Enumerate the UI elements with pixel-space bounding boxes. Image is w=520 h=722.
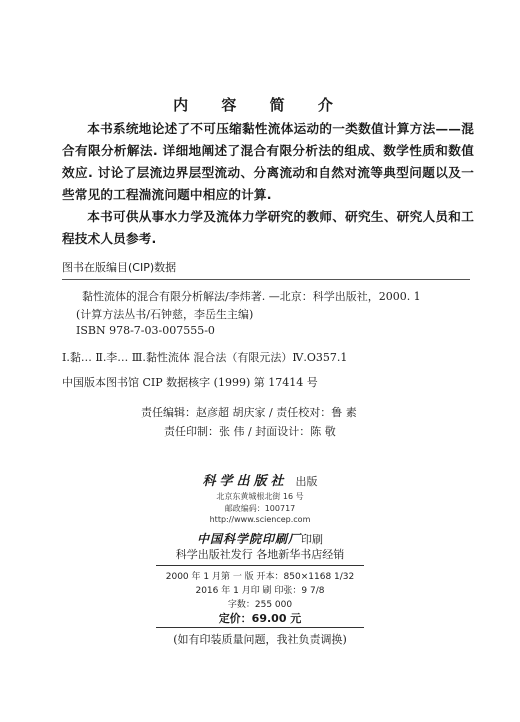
publisher-website: http://www.sciencep.com: [209, 515, 311, 524]
cip-series-line: (计算方法丛书/石钟慈，李岳生主编): [76, 308, 254, 321]
summary-paragraph-1: 本书系统地论述了不可压缩黏性流体运动的一类数值计算方法——混合有限分析解法. 详细地阐述了混合有限分析法的组成、数学性质和数值效应. 讨论了层流边界层型流动、分离流动和自然对流等典型问题以及一些常见的工程湍流问题中相应的计算.: [62, 121, 474, 202]
summary-body: [62, 118, 474, 250]
publisher-suffix: 出版: [295, 475, 318, 488]
publisher-address: 北京东黄城根北街 16 号: [216, 492, 304, 501]
spec-rule-top: [156, 565, 364, 566]
publisher-postcode: 邮政编码：100717: [224, 504, 296, 513]
cip-heading: 图书在版编目(CIP)数据: [62, 261, 177, 274]
cip-divider: [62, 279, 470, 280]
cip-record-number: 中国版本图书馆 CIP 数据核字 (1999) 第 17414 号: [62, 376, 318, 389]
production-credits: 责任印制：张 伟 / 封面设计：陈 敬: [164, 425, 336, 438]
printer-block: [0, 528, 520, 547]
distribution-line: 科学出版社发行 各地新华书店经销: [175, 548, 345, 561]
printer-suffix: 印刷: [301, 533, 323, 546]
cip-classification-line: Ⅰ.黏… Ⅱ.李… Ⅲ.黏性流体 混合法（有限元法）Ⅳ.O357.1: [62, 351, 348, 364]
summary-paragraph-2: 本书可供从事水力学及流体力学研究的教师、研究生、研究人员和工程技术人员参考.: [62, 209, 474, 246]
cip-isbn-line: ISBN 978-7-03-007555-0: [76, 324, 215, 337]
publisher-block: [0, 470, 520, 489]
cip-title-line: 黏性流体的混合有限分析解法/李炜著. —北京：科学出版社，2000. 1: [82, 290, 421, 303]
editor-credits: 责任编辑：赵彦超 胡庆家 / 责任校对：鲁 素: [141, 406, 357, 419]
word-count: 字数：255 000: [227, 600, 293, 610]
spec-rule-bottom: [156, 627, 364, 628]
publisher-logo: 科学出版社: [202, 474, 288, 489]
printing-line: 2016 年 1 月印 刷 印张：9 7/8: [195, 586, 325, 596]
summary-title: 内 容 简 介: [173, 96, 347, 114]
edition-line: 2000 年 1 月第 一 版 开本：850×1168 1/32: [165, 572, 355, 582]
printer-logo: 中国科学院印刷厂: [196, 532, 301, 546]
price: 定价：69.00 元: [218, 612, 302, 625]
quality-notice: (如有印装质量问题，我社负责调换): [173, 633, 347, 646]
